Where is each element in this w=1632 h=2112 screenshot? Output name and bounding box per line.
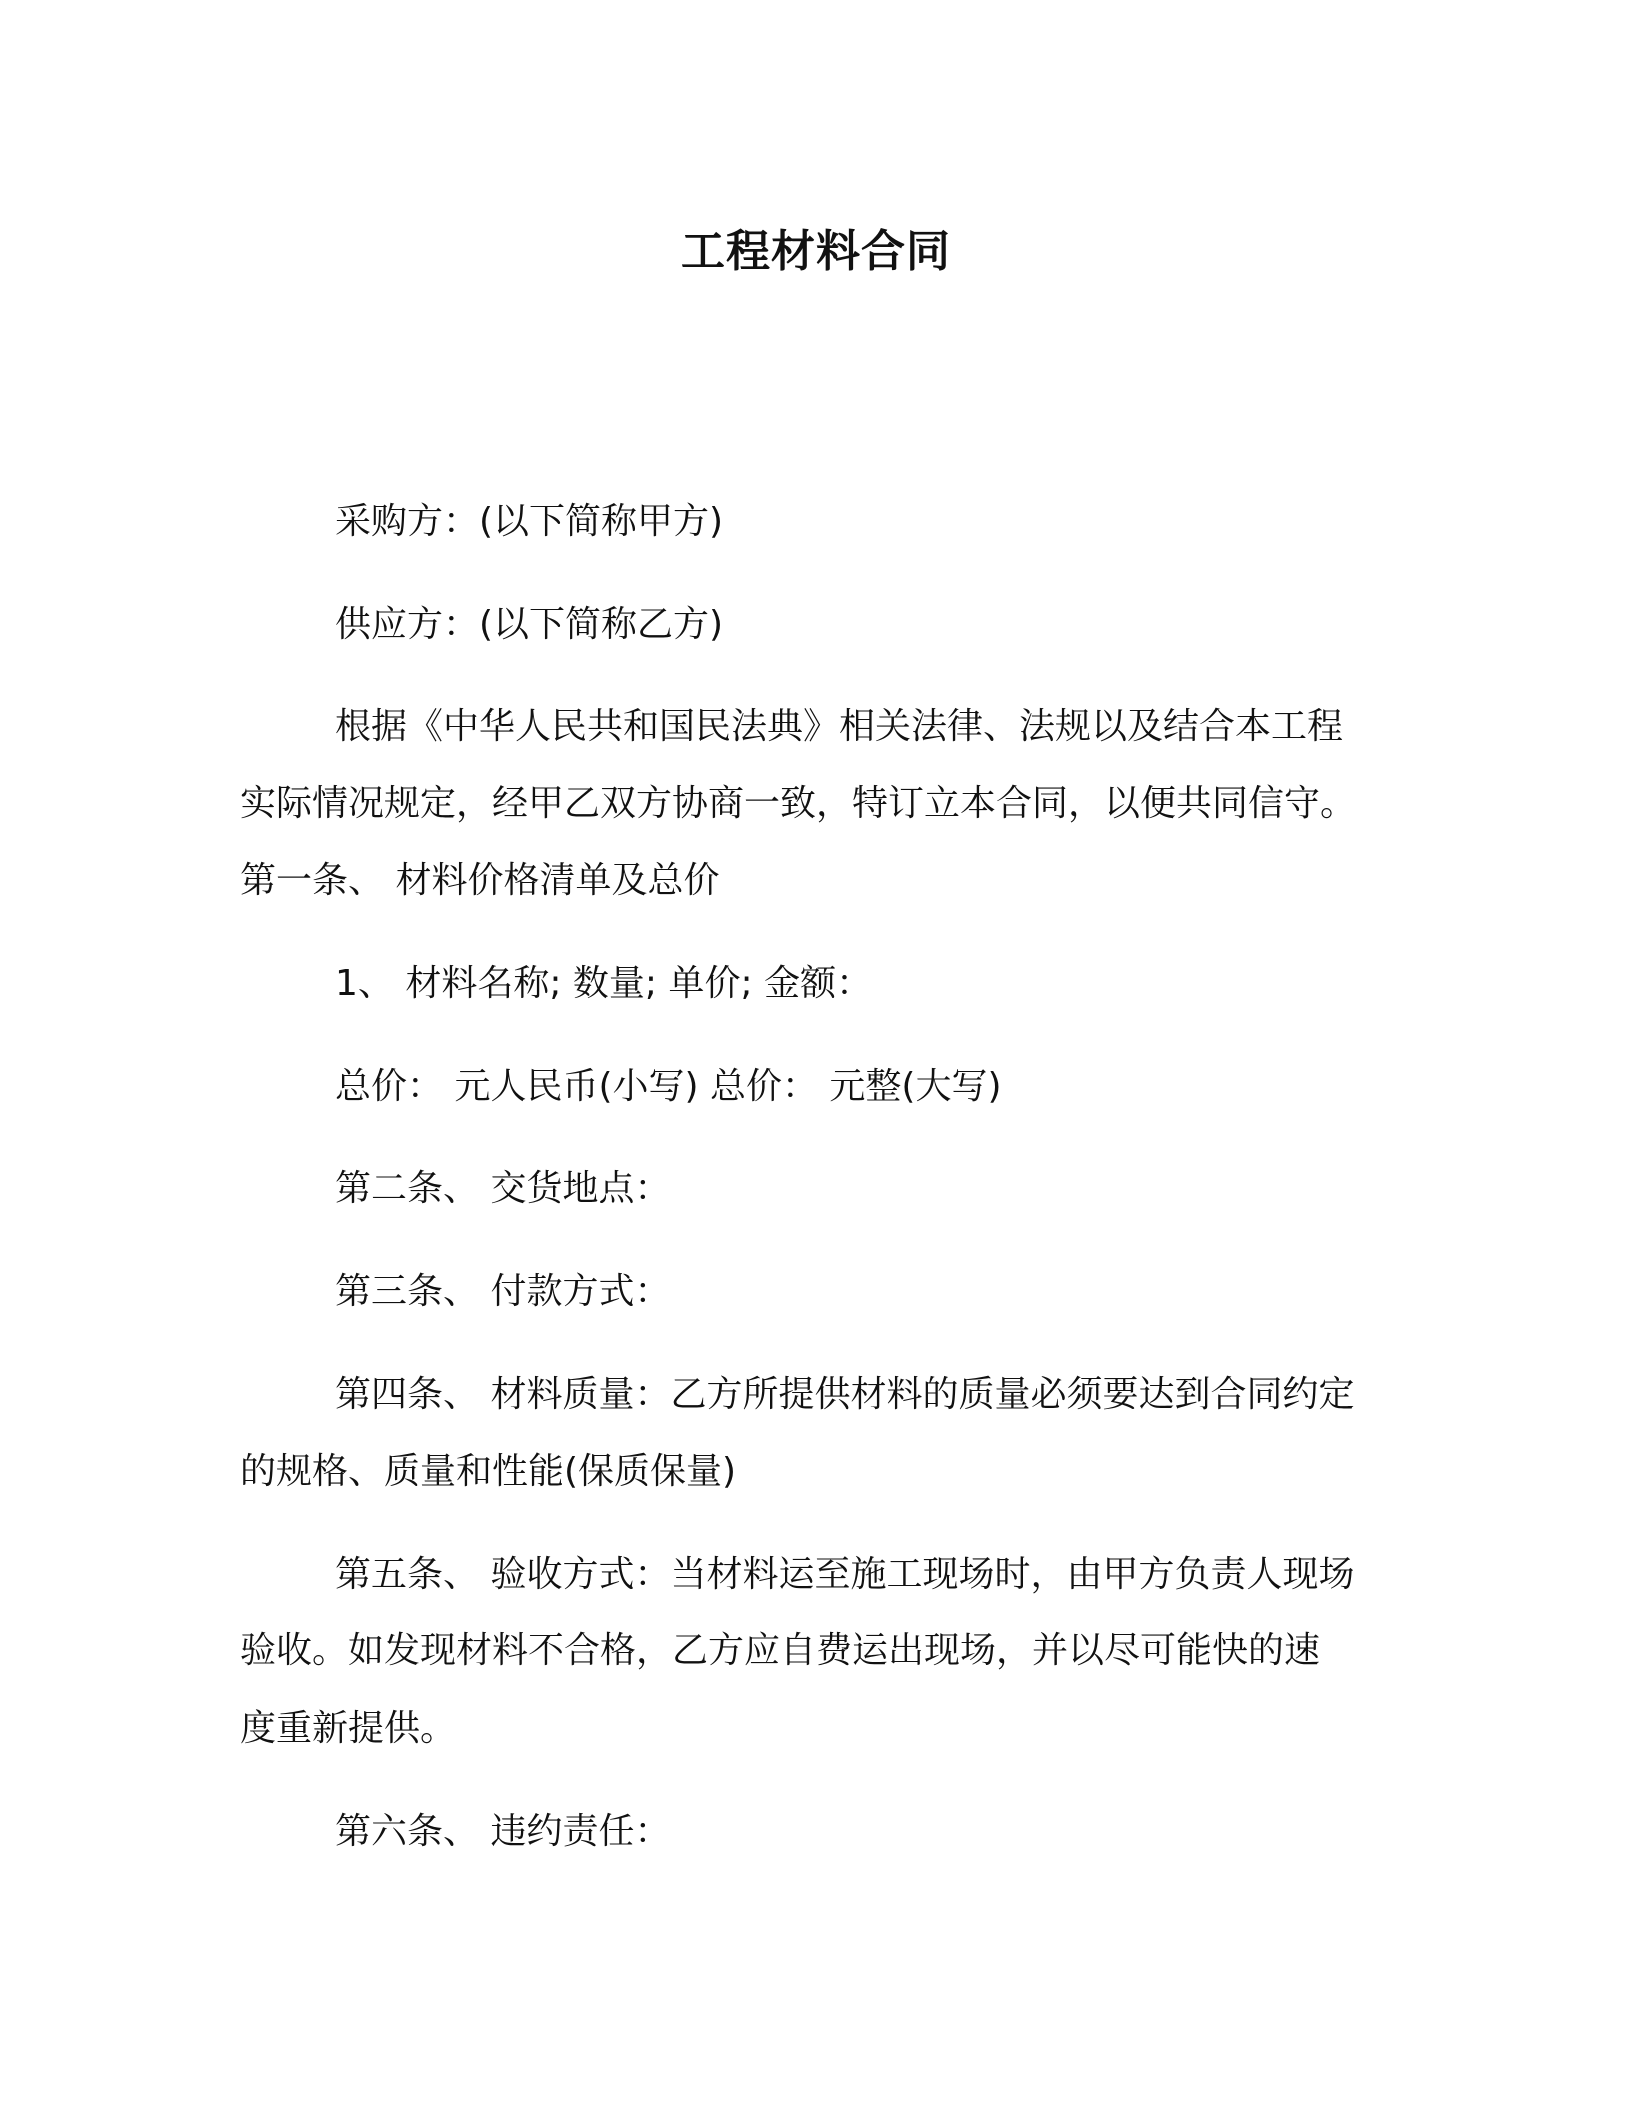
article-2: 第二条、 交货地点： xyxy=(335,1168,671,1209)
preamble-line-2: 实际情况规定，经甲乙双方协商一致，特订立本合同，以便共同信守。 xyxy=(240,783,1357,824)
article-6: 第六条、 违约责任： xyxy=(335,1811,671,1852)
article-5-line-2: 验收。如发现材料不合格，乙方应自费运出现场，并以尽可能快的速 xyxy=(240,1630,1321,1671)
article-1-total: 总价： 元人民币(小写) 总价： 元整(大写) xyxy=(335,1066,1002,1107)
article-5-line-3: 度重新提供。 xyxy=(240,1708,457,1749)
article-4-line-2: 的规格、质量和性能(保质保量) xyxy=(240,1451,737,1492)
article-4-line-1: 第四条、 材料质量：乙方所提供材料的质量必须要达到合同约定 xyxy=(335,1374,1355,1415)
article-1-heading: 第一条、 材料价格清单及总价 xyxy=(240,860,720,901)
article-1-item-1: 1、 材料名称; 数量; 单价; 金额： xyxy=(335,963,873,1004)
document-title: 工程材料合同 xyxy=(681,226,951,277)
article-5-line-1: 第五条、 验收方式：当材料运至施工现场时，由甲方负责人现场 xyxy=(335,1554,1355,1595)
article-3: 第三条、 付款方式： xyxy=(335,1271,671,1312)
preamble-line-1: 根据《中华人民共和国民法典》相关法律、法规以及结合本工程 xyxy=(335,706,1344,747)
supplier-line: 供应方：(以下简称乙方) xyxy=(335,604,724,645)
buyer-line: 采购方：(以下简称甲方) xyxy=(335,501,724,542)
